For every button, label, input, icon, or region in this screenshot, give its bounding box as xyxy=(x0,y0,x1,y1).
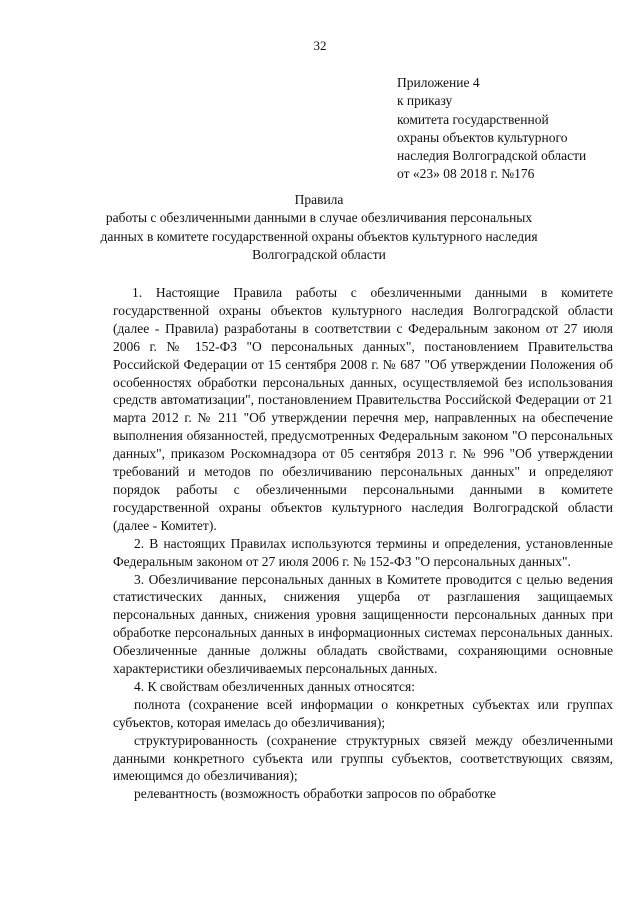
title-subtitle: работы с обезличенными данными в случае обезличивания персональных данных в комитете государственной охраны объектов культурного наследия Волгоградской области xyxy=(100,210,538,262)
page-number: 32 xyxy=(313,38,327,53)
appendix-line: Приложение 4 xyxy=(397,75,480,90)
paragraph-2: 2. В настоящих Правилах используются термины и определения, установленные Федеральным законом от 27 июля 2006 г. № 152-ФЗ "О персональных данных". xyxy=(113,535,613,569)
appendix-line: от «23» 08 2018 г. №176 xyxy=(397,166,535,182)
appendix-line: к приказу xyxy=(397,93,453,109)
appendix-line: комитета государственной xyxy=(397,111,549,127)
paragraph-1: 1. Настоящие Правила работы с обезличенными данными в комитете государственной охраны объектов культурного наследия Волгоградской области (далее - Правила) разработаны в соответствии с Федеральным законом от 27 июля 2006 г. № 152-ФЗ "О персональных данных", постановлением Правительства Российской Федерации от 15 сентября 2008 г. № 687 "Об утверждении Положения об особенностях обработки персональных данных, осуществляемой без использования средств автоматизации", постановлением Правительства Российской Федерации от 21 марта 2012 г. № 211 "Об утверждении перечня мер, направленных на обеспечение выполнения обязанностей, предусмотренных Федеральным законом "О персональных данных", приказом Роскомнадзора от 05 сентября 2013 г. № 996 "Об утверждении требований и методов по обезличиванию персональных данных" и определяют порядок работы с обезличенными персональными данными в комитете государственной охраны объектов культурного наследия Волгоградской области (далее - Комитет). xyxy=(113,285,613,533)
list-item-completeness: полнота (сохранение всей информации о конкретных субъектах или группах субъектов, которая имелась до обезличивания); xyxy=(113,696,613,730)
document-body xyxy=(113,284,613,803)
document-title xyxy=(96,191,542,264)
list-item-structure: структурированность (сохранение структурных связей между обезличенными данными конкретного субъекта или группы субъектов, соответствующих связям, имеющимся до обезличивания); xyxy=(113,732,613,784)
paragraph-4: 4. К свойствам обезличенных данных относятся: xyxy=(134,678,415,694)
appendix-line: охраны объектов культурного xyxy=(397,129,568,145)
title-heading: Правила xyxy=(294,192,344,207)
list-item-relevance: релевантность (возможность обработки запросов по обработке xyxy=(134,786,497,802)
paragraph-3: 3. Обезличивание персональных данных в Комитете проводится с целью ведения статистических данных, снижения ущерба от разглашения защищаемых персональных данных, снижения уровня защищенности персональных данных при обработке персональных данных в информационных системах персональных данных. Обезличенные данные должны обладать свойствами, сохраняющими основные характеристики обезличиваемых персональных данных. xyxy=(113,571,613,677)
appendix-block xyxy=(397,74,627,184)
appendix-line: наследия Волгоградской области xyxy=(397,148,587,164)
